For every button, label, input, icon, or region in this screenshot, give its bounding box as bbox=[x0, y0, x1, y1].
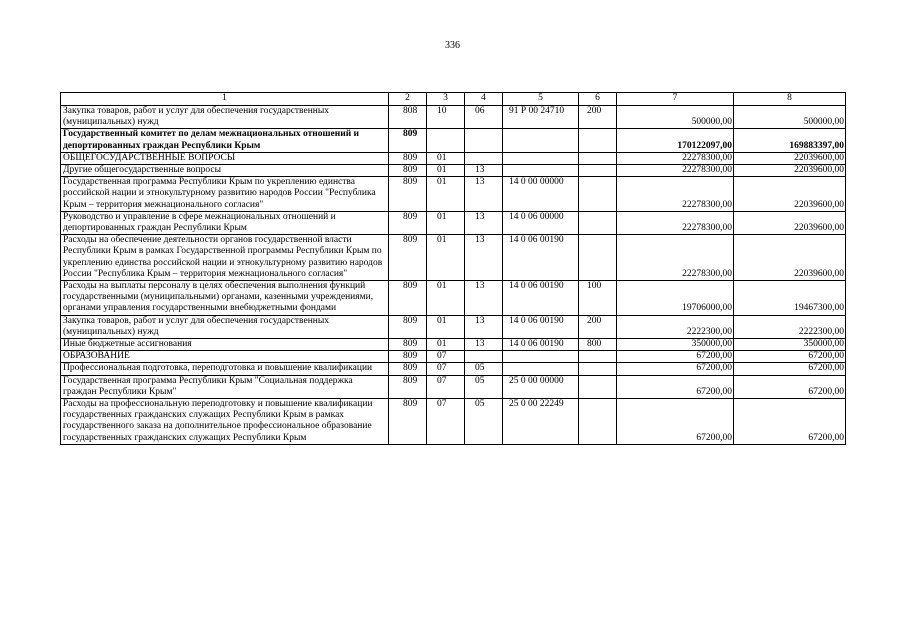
expense-type-code bbox=[579, 177, 617, 212]
amount-year-1: 67200,00 bbox=[617, 399, 734, 445]
expense-type-code: 200 bbox=[579, 106, 617, 129]
amount-year-1: 22278300,00 bbox=[617, 177, 734, 212]
column-header: 5 bbox=[503, 93, 579, 106]
table-row bbox=[61, 235, 846, 281]
expense-type-code bbox=[579, 129, 617, 152]
amount-year-1: 67200,00 bbox=[617, 363, 734, 375]
row-name: Закупка товаров, работ и услуг для обеспечения государственных (муниципальных) нужд bbox=[61, 106, 389, 129]
amount-year-2: 67200,00 bbox=[734, 351, 846, 363]
subsection-code: 13 bbox=[465, 177, 503, 212]
table-row bbox=[61, 106, 846, 129]
amount-year-2: 169883397,00 bbox=[734, 129, 846, 152]
table-row bbox=[61, 129, 846, 152]
amount-year-2: 500000,00 bbox=[734, 106, 846, 129]
expense-type-code bbox=[579, 399, 617, 445]
expense-type-code bbox=[579, 375, 617, 398]
section-code: 01 bbox=[427, 177, 465, 212]
amount-year-1: 170122097,00 bbox=[617, 129, 734, 152]
amount-year-2: 67200,00 bbox=[734, 375, 846, 398]
ministry-code: 809 bbox=[389, 351, 427, 363]
row-name: Государственный комитет по делам межнациональных отношений и депортированных граждан Республики Крым bbox=[61, 129, 389, 152]
row-name: Закупка товаров, работ и услуг для обеспечения государственных (муниципальных) нужд bbox=[61, 315, 389, 338]
column-header: 8 bbox=[734, 93, 846, 106]
expense-type-code: 200 bbox=[579, 315, 617, 338]
section-code: 01 bbox=[427, 315, 465, 338]
table-row bbox=[61, 281, 846, 316]
table-row bbox=[61, 152, 846, 164]
target-item-code bbox=[503, 363, 579, 375]
column-header: 3 bbox=[427, 93, 465, 106]
amount-year-1: 67200,00 bbox=[617, 351, 734, 363]
row-name: ОБЩЕГОСУДАРСТВЕННЫЕ ВОПРОСЫ bbox=[61, 152, 389, 164]
section-code: 07 bbox=[427, 363, 465, 375]
table-row bbox=[61, 177, 846, 212]
subsection-code: 13 bbox=[465, 315, 503, 338]
table-row bbox=[61, 339, 846, 351]
column-header: 6 bbox=[579, 93, 617, 106]
ministry-code: 809 bbox=[389, 177, 427, 212]
row-name: Государственная программа Республики Крым "Социальная поддержка граждан Республики Крым" bbox=[61, 375, 389, 398]
target-item-code bbox=[503, 165, 579, 177]
row-name: Расходы на профессиональную переподготовку и повышение квалификации государственных гражданских служащих Республики Крым в рамках государственного заказа на дополнительное профессиональное образование государственных гражданских служащих Республики Крым bbox=[61, 399, 389, 445]
section-code: 01 bbox=[427, 152, 465, 164]
target-item-code: 14 0 06 00190 bbox=[503, 315, 579, 338]
amount-year-1: 350000,00 bbox=[617, 339, 734, 351]
target-item-code: 14 0 06 00190 bbox=[503, 235, 579, 281]
column-header: 7 bbox=[617, 93, 734, 106]
table-row bbox=[61, 399, 846, 445]
ministry-code: 809 bbox=[389, 211, 427, 234]
subsection-code: 13 bbox=[465, 339, 503, 351]
row-name: Иные бюджетные ассигнования bbox=[61, 339, 389, 351]
ministry-code: 809 bbox=[389, 152, 427, 164]
amount-year-2: 2222300,00 bbox=[734, 315, 846, 338]
budget-table bbox=[60, 92, 846, 445]
section-code: 01 bbox=[427, 211, 465, 234]
table-row bbox=[61, 375, 846, 398]
amount-year-1: 2222300,00 bbox=[617, 315, 734, 338]
expense-type-code bbox=[579, 351, 617, 363]
amount-year-2: 67200,00 bbox=[734, 399, 846, 445]
table-row bbox=[61, 351, 846, 363]
amount-year-1: 500000,00 bbox=[617, 106, 734, 129]
row-name: ОБРАЗОВАНИЕ bbox=[61, 351, 389, 363]
target-item-code: 25 0 00 22249 bbox=[503, 399, 579, 445]
subsection-code: 13 bbox=[465, 235, 503, 281]
subsection-code: 13 bbox=[465, 281, 503, 316]
ministry-code: 808 bbox=[389, 106, 427, 129]
row-name: Расходы на выплаты персоналу в целях обеспечения выполнения функций государственными (муниципальными) органами, казенными учреждениями, органами управления государственными внебюджетными фондами bbox=[61, 281, 389, 316]
target-item-code: 14 0 06 00000 bbox=[503, 211, 579, 234]
ministry-code: 809 bbox=[389, 315, 427, 338]
section-code: 01 bbox=[427, 339, 465, 351]
amount-year-2: 22039600,00 bbox=[734, 152, 846, 164]
target-item-code bbox=[503, 351, 579, 363]
amount-year-2: 22039600,00 bbox=[734, 177, 846, 212]
column-header: 4 bbox=[465, 93, 503, 106]
section-code: 01 bbox=[427, 165, 465, 177]
subsection-code: 05 bbox=[465, 375, 503, 398]
target-item-code: 25 0 00 00000 bbox=[503, 375, 579, 398]
target-item-code bbox=[503, 129, 579, 152]
page-number: 336 bbox=[445, 40, 460, 51]
ministry-code: 809 bbox=[389, 165, 427, 177]
subsection-code: 06 bbox=[465, 106, 503, 129]
table-row bbox=[61, 363, 846, 375]
subsection-code: 05 bbox=[465, 363, 503, 375]
ministry-code: 809 bbox=[389, 339, 427, 351]
section-code bbox=[427, 129, 465, 152]
subsection-code: 13 bbox=[465, 165, 503, 177]
subsection-code bbox=[465, 351, 503, 363]
target-item-code: 91 Р 00 24710 bbox=[503, 106, 579, 129]
expense-type-code bbox=[579, 235, 617, 281]
amount-year-2: 67200,00 bbox=[734, 363, 846, 375]
table-row bbox=[61, 315, 846, 338]
section-code: 01 bbox=[427, 235, 465, 281]
ministry-code: 809 bbox=[389, 399, 427, 445]
amount-year-1: 22278300,00 bbox=[617, 211, 734, 234]
subsection-code bbox=[465, 129, 503, 152]
table-row bbox=[61, 165, 846, 177]
expense-type-code: 800 bbox=[579, 339, 617, 351]
table-header-row bbox=[61, 93, 846, 106]
amount-year-1: 67200,00 bbox=[617, 375, 734, 398]
ministry-code: 809 bbox=[389, 363, 427, 375]
target-item-code: 14 0 06 00190 bbox=[503, 281, 579, 316]
amount-year-2: 350000,00 bbox=[734, 339, 846, 351]
ministry-code: 809 bbox=[389, 235, 427, 281]
section-code: 10 bbox=[427, 106, 465, 129]
row-name: Расходы на обеспечение деятельности органов государственной власти Республики Крым в рамках Государственной программы Республики Крым по укреплению единства российской нации и этнокультурному развитию народов России "Республика Крым – территория межнационального согласия" bbox=[61, 235, 389, 281]
target-item-code bbox=[503, 152, 579, 164]
subsection-code bbox=[465, 152, 503, 164]
section-code: 07 bbox=[427, 399, 465, 445]
row-name: Другие общегосударственные вопросы bbox=[61, 165, 389, 177]
amount-year-1: 22278300,00 bbox=[617, 152, 734, 164]
subsection-code: 13 bbox=[465, 211, 503, 234]
amount-year-2: 22039600,00 bbox=[734, 235, 846, 281]
column-header: 2 bbox=[389, 93, 427, 106]
expense-type-code bbox=[579, 165, 617, 177]
target-item-code: 14 0 06 00190 bbox=[503, 339, 579, 351]
column-header: 1 bbox=[61, 93, 389, 106]
section-code: 07 bbox=[427, 351, 465, 363]
amount-year-1: 22278300,00 bbox=[617, 165, 734, 177]
expense-type-code bbox=[579, 211, 617, 234]
row-name: Профессиональная подготовка, переподготовка и повышение квалификации bbox=[61, 363, 389, 375]
section-code: 07 bbox=[427, 375, 465, 398]
ministry-code: 809 bbox=[389, 281, 427, 316]
ministry-code: 809 bbox=[389, 129, 427, 152]
amount-year-2: 22039600,00 bbox=[734, 165, 846, 177]
row-name: Государственная программа Республики Крым по укреплению единства российской нации и этнокультурному развитию народов России "Республика Крым – территория межнационального согласия" bbox=[61, 177, 389, 212]
expense-type-code bbox=[579, 152, 617, 164]
expense-type-code: 100 bbox=[579, 281, 617, 316]
subsection-code: 05 bbox=[465, 399, 503, 445]
expense-type-code bbox=[579, 363, 617, 375]
table-row bbox=[61, 211, 846, 234]
ministry-code: 809 bbox=[389, 375, 427, 398]
amount-year-1: 19706000,00 bbox=[617, 281, 734, 316]
amount-year-2: 19467300,00 bbox=[734, 281, 846, 316]
target-item-code: 14 0 00 00000 bbox=[503, 177, 579, 212]
section-code: 01 bbox=[427, 281, 465, 316]
amount-year-2: 22039600,00 bbox=[734, 211, 846, 234]
amount-year-1: 22278300,00 bbox=[617, 235, 734, 281]
row-name: Руководство и управление в сфере межнациональных отношений и депортированных граждан Республики Крым bbox=[61, 211, 389, 234]
